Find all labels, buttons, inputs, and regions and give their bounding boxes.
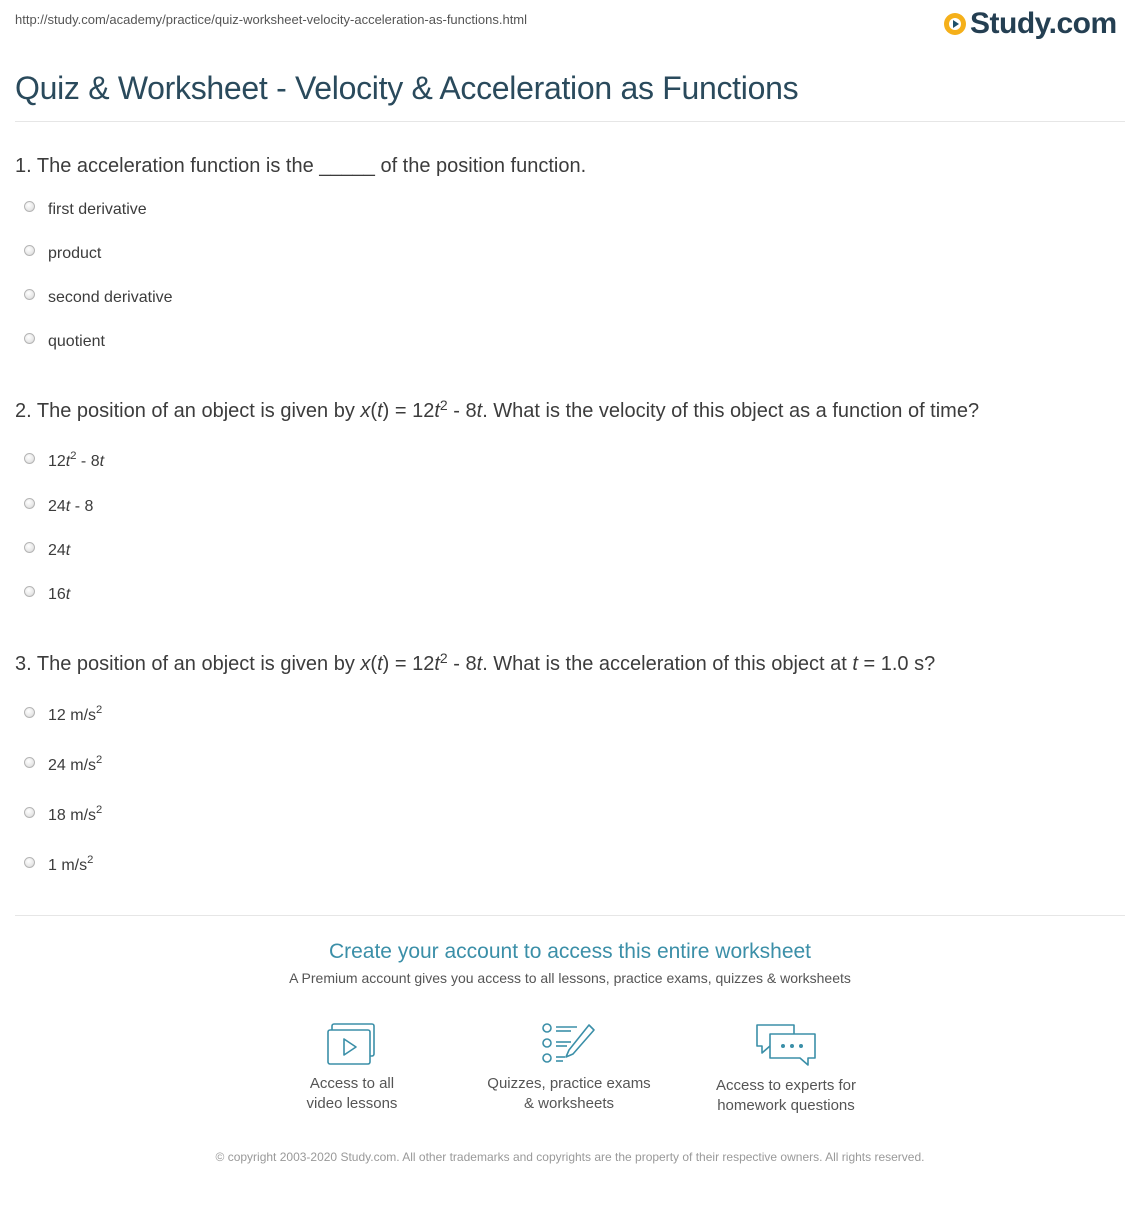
answer-label: first derivative — [48, 201, 147, 218]
radio-button[interactable] — [24, 807, 35, 818]
math-text: 12 — [48, 453, 66, 470]
math-text: 16 — [48, 586, 66, 603]
math-text: ) = 12 — [382, 653, 435, 675]
signup-cta — [0, 940, 1140, 986]
math-var: x — [360, 400, 371, 422]
math-var: t — [434, 653, 440, 675]
question-3 — [15, 650, 936, 676]
radio-button[interactable] — [24, 586, 35, 597]
math-text: - 8 — [70, 498, 94, 515]
question-number: 1. — [15, 155, 32, 177]
math-exponent: 2 — [96, 804, 103, 816]
math-exponent: 2 — [70, 450, 77, 462]
math-text: - 8 — [76, 453, 100, 470]
question-text: . What is the velocity of this object as a function of time? — [482, 400, 980, 422]
question-1 — [15, 155, 586, 178]
answer-option[interactable] — [24, 198, 147, 222]
radio-button[interactable] — [24, 757, 35, 768]
math-var: t — [65, 542, 71, 559]
feature-label: Access to experts for homework questions — [715, 1077, 857, 1114]
radio-button[interactable] — [24, 857, 35, 868]
answer-text: 24 m/s — [48, 757, 97, 774]
question-number: 2. — [15, 400, 32, 422]
answer-label — [48, 586, 70, 604]
feature-experts — [696, 1022, 876, 1116]
brand-name: Study.com — [970, 7, 1117, 40]
math-exponent: 2 — [439, 650, 448, 666]
answer-text: 1 m/s — [48, 857, 88, 874]
answer-label — [48, 542, 70, 560]
math-var: t — [65, 498, 71, 515]
answer-label — [48, 804, 103, 825]
study-logo-icon — [944, 13, 966, 35]
answer-option[interactable] — [24, 286, 173, 310]
math-text: - 8 — [447, 653, 477, 675]
question-text: The position of an object is given by — [36, 653, 361, 675]
math-var: t — [377, 400, 383, 422]
math-var: t — [476, 400, 483, 422]
math-var: t — [852, 653, 858, 675]
math-text: - 8 — [447, 400, 477, 422]
study-logo[interactable] — [944, 8, 1117, 40]
chat-experts-icon — [754, 1022, 818, 1068]
question-2 — [15, 397, 980, 423]
answer-option[interactable] — [24, 330, 105, 354]
copyright-footer: © copyright 2003-2020 Study.com. All other trademarks and copyrights are the property of their respective owners. All rights reserved. — [215, 1150, 925, 1164]
answer-text: 18 m/s — [48, 807, 97, 824]
math-var: t — [434, 400, 440, 422]
question-text: = 1.0 s? — [857, 653, 936, 675]
math-text: ) = 12 — [382, 400, 435, 422]
answer-label: second derivative — [48, 289, 173, 306]
quizzes-checklist-icon — [541, 1022, 597, 1066]
math-text: 24 — [48, 542, 66, 559]
feature-label: Quizzes, practice exams & worksheets — [487, 1075, 651, 1112]
feature-quizzes — [479, 1022, 659, 1114]
answer-option[interactable] — [24, 704, 102, 728]
answer-option[interactable] — [24, 804, 102, 828]
answer-label — [48, 754, 103, 775]
math-exponent: 2 — [96, 704, 103, 716]
answer-option[interactable] — [24, 242, 101, 266]
math-text: 24 — [48, 498, 66, 515]
feature-label: Access to all video lessons — [306, 1075, 398, 1112]
divider — [15, 121, 1125, 122]
answer-option[interactable] — [24, 583, 70, 607]
question-text: The position of an object is given by — [36, 400, 361, 422]
answer-option[interactable] — [24, 539, 70, 563]
radio-button[interactable] — [24, 201, 35, 212]
video-lessons-icon — [326, 1022, 378, 1066]
answer-label — [48, 854, 94, 875]
math-var: t — [65, 453, 71, 470]
math-text: ( — [370, 653, 378, 675]
radio-button[interactable] — [24, 333, 35, 344]
feature-video-lessons — [262, 1022, 442, 1114]
page-title: Quiz & Worksheet - Velocity & Acceleration as Functions — [15, 70, 799, 106]
answer-text: 12 m/s — [48, 707, 97, 724]
radio-button[interactable] — [24, 498, 35, 509]
question-number: 3. — [15, 653, 32, 675]
math-text: ( — [370, 400, 378, 422]
radio-button[interactable] — [24, 542, 35, 553]
answer-label: product — [48, 245, 102, 262]
math-var: x — [360, 653, 371, 675]
answer-label: quotient — [48, 333, 105, 350]
answer-label — [48, 704, 103, 725]
cta-subtitle: A Premium account gives you access to all lessons, practice exams, quizzes & worksheets — [289, 970, 851, 986]
math-var: t — [65, 586, 71, 603]
answer-option[interactable] — [24, 495, 93, 519]
answer-label — [48, 498, 93, 516]
radio-button[interactable] — [24, 245, 35, 256]
answer-option[interactable] — [24, 754, 102, 778]
answer-option[interactable] — [24, 450, 104, 474]
math-exponent: 2 — [87, 854, 94, 866]
math-var: t — [99, 453, 105, 470]
radio-button[interactable] — [24, 707, 35, 718]
radio-button[interactable] — [24, 453, 35, 464]
math-var: t — [476, 653, 483, 675]
math-var: t — [377, 653, 383, 675]
math-exponent: 2 — [439, 397, 448, 413]
divider — [15, 915, 1125, 916]
radio-button[interactable] — [24, 289, 35, 300]
question-text: The acceleration function is the _____ of the position function. — [36, 155, 587, 177]
question-text: . What is the acceleration of this object at — [482, 653, 853, 675]
math-exponent: 2 — [96, 754, 103, 766]
answer-label — [48, 450, 105, 471]
cta-title-link[interactable]: Create your account to access this entire worksheet — [328, 940, 812, 963]
page-url: http://study.com/academy/practice/quiz-worksheet-velocity-acceleration-as-functions.html — [15, 12, 528, 27]
answer-option[interactable] — [24, 854, 93, 878]
